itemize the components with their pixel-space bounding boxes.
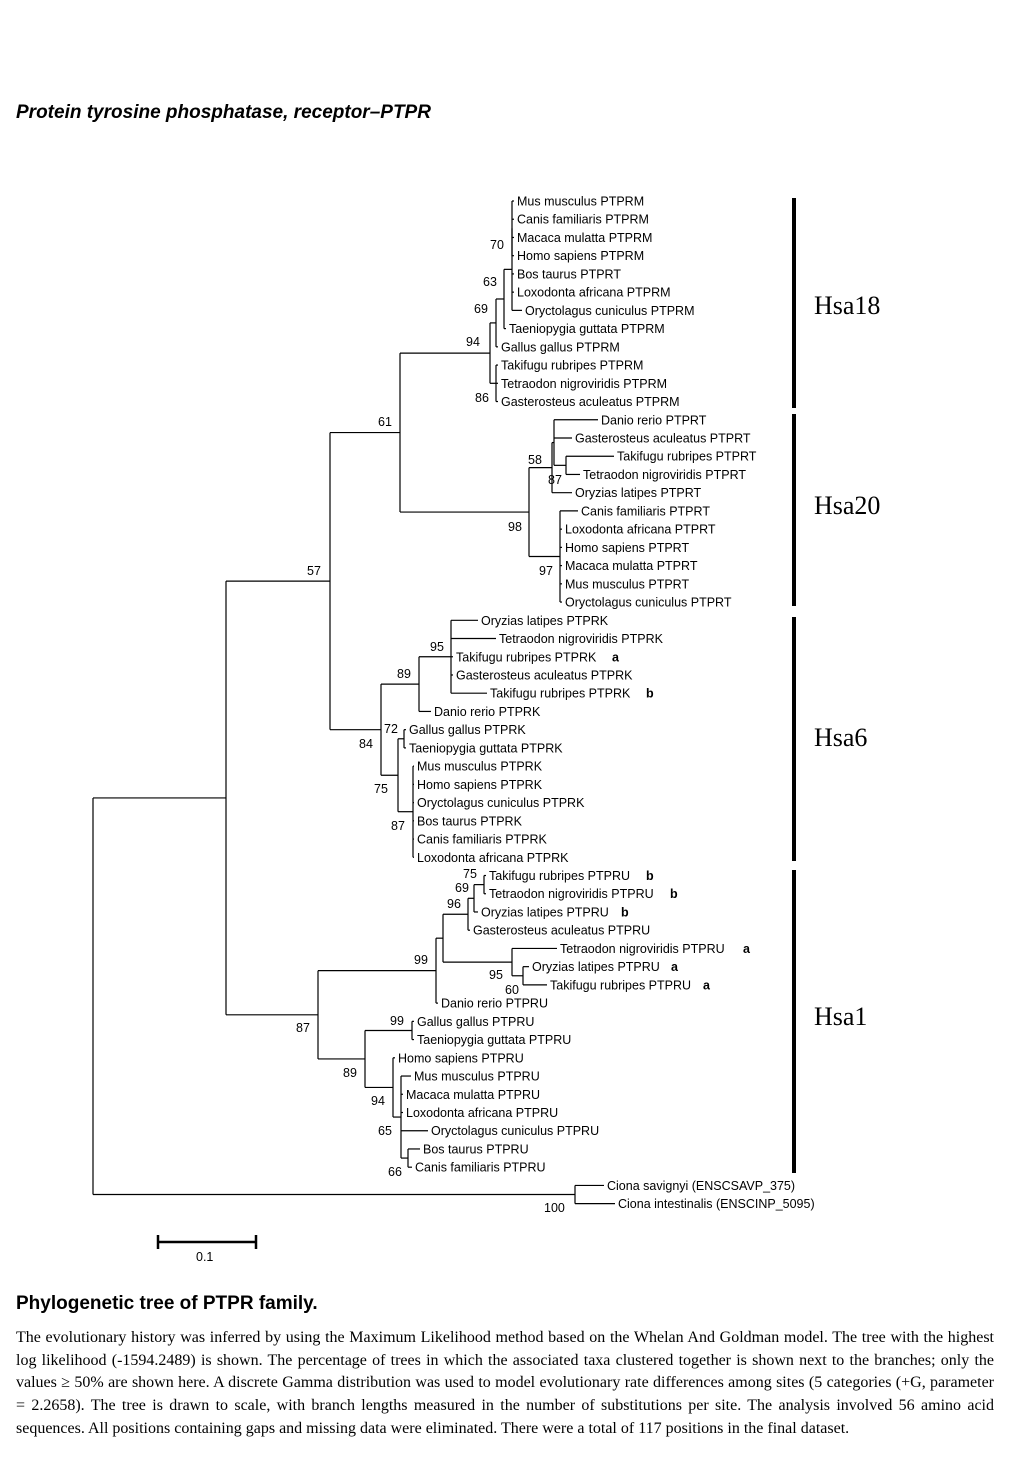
figure-caption-text: The evolutionary history was inferred by using the Maximum Likelihood method based on the Whelan And Goldman model. The tree with the highest log likelihood (-1594.2489) is shown. The percentage of trees in which the associated taxa clustered together is shown next to the branches; only the values ≥ 50% are shown here. A discrete Gamma distribution was used to model evolutionary rate differences among sites (5 categories (+G, parameter = 2.2658). The tree is drawn to scale, with branch lengths measured in the number of substitutions per site. The analysis involved 56 amino acid sequences. All positions containing gaps and missing data were eliminated. There were a total of 117 positions in the final dataset. — [16, 1329, 994, 1437]
bootstrap-value: 97 — [539, 564, 553, 578]
bootstrap-value: 61 — [378, 415, 392, 429]
bootstrap-value: 86 — [475, 391, 489, 405]
taxon-label: Gasterosteus aculeatus PTPRT — [575, 431, 751, 446]
taxon-label: Tetraodon nigroviridis PTPRU — [489, 887, 654, 902]
taxon-label: Ciona savignyi (ENSCSAVP_375) — [607, 1178, 796, 1193]
taxon-label: Canis familiaris PTPRK — [417, 832, 547, 847]
clade-label: Hsa6 — [814, 723, 868, 752]
paralog-suffix: b — [646, 869, 654, 884]
taxon-label: Macaca mulatta PTPRU — [406, 1087, 541, 1102]
taxon-label: Gallus gallus PTPRK — [409, 723, 526, 738]
taxon-label: Homo sapiens PTPRK — [417, 777, 543, 792]
taxon-label: Loxodonta africana PTPRT — [565, 522, 716, 537]
bootstrap-value: 89 — [343, 1066, 357, 1080]
page-title: Protein tyrosine phosphatase, receptor–PTPR — [16, 102, 431, 123]
taxon-label: Gallus gallus PTPRU — [417, 1014, 535, 1029]
taxon-label: Taeniopygia guttata PTPRK — [409, 741, 563, 756]
taxon-label: Gasterosteus aculeatus PTPRK — [456, 668, 633, 683]
taxon-label: Taeniopygia guttata PTPRM — [509, 322, 665, 337]
clade-label: Hsa18 — [814, 291, 881, 320]
taxon-label: Bos taurus PTPRU — [423, 1142, 529, 1157]
taxon-label: Oryctolagus cuniculus PTPRM — [525, 303, 695, 318]
taxon-label: Macaca mulatta PTPRM — [517, 230, 653, 245]
taxon-label: Tetraodon nigroviridis PTPRT — [583, 467, 747, 482]
taxon-label: Tetraodon nigroviridis PTPRM — [501, 376, 668, 391]
taxon-label: Macaca mulatta PTPRT — [565, 559, 698, 574]
taxon-label: Bos taurus PTPRK — [417, 814, 522, 829]
taxon-label: Taeniopygia guttata PTPRU — [417, 1033, 572, 1048]
bootstrap-value: 94 — [371, 1094, 385, 1108]
taxon-label: Oryzias latipes PTPRK — [481, 613, 609, 628]
bootstrap-value: 70 — [490, 238, 504, 252]
taxon-label: Canis familiaris PTPRU — [415, 1160, 546, 1175]
taxon-label: Takifugu rubripes PTPRU — [550, 978, 692, 993]
chromosome-clades — [794, 198, 880, 1173]
taxon-label: Ciona intestinalis (ENSCINP_5095) — [618, 1197, 815, 1212]
taxon-label: Takifugu rubripes PTPRK — [490, 686, 631, 701]
taxon-label: Gasterosteus aculeatus PTPRU — [473, 923, 651, 938]
taxon-label: Takifugu rubripes PTPRU — [489, 869, 631, 884]
bootstrap-value: 65 — [378, 1124, 392, 1138]
clade-label: Hsa20 — [814, 491, 881, 520]
taxon-label: Canis familiaris PTPRT — [581, 504, 710, 519]
bootstrap-value: 57 — [307, 564, 321, 578]
bootstrap-value: 87 — [296, 1021, 310, 1035]
taxon-label: Gasterosteus aculeatus PTPRM — [501, 395, 680, 410]
taxon-label: Tetraodon nigroviridis PTPRK — [499, 632, 663, 647]
paralog-suffix: b — [646, 686, 654, 701]
bootstrap-value: 72 — [384, 722, 398, 736]
taxon-label: Takifugu rubripes PTPRK — [456, 650, 597, 665]
paralog-suffix: b — [621, 905, 629, 920]
paralog-suffix: a — [743, 941, 750, 956]
scale-bar-label: 0.1 — [196, 1250, 214, 1264]
taxon-label: Takifugu rubripes PTPRM — [501, 358, 644, 373]
bootstrap-value: 99 — [414, 953, 428, 967]
scale-bar — [158, 1235, 256, 1264]
bootstrap-value: 75 — [463, 867, 477, 881]
taxon-label: Mus musculus PTPRK — [417, 759, 543, 774]
paralog-suffix: a — [703, 978, 710, 993]
taxon-label: Tetraodon nigroviridis PTPRU — [560, 941, 725, 956]
taxon-labels — [398, 195, 815, 1212]
bootstrap-value: 94 — [466, 335, 480, 349]
bootstrap-value: 75 — [374, 782, 388, 796]
taxon-label: Loxodonta africana PTPRK — [417, 850, 569, 865]
taxon-label: Takifugu rubripes PTPRT — [617, 449, 757, 464]
taxon-label: Danio rerio PTPRK — [434, 704, 541, 719]
taxon-label: Oryzias latipes PTPRT — [575, 486, 702, 501]
bootstrap-value: 60 — [505, 983, 519, 997]
bootstrap-value: 87 — [548, 473, 562, 487]
taxon-label: Gallus gallus PTPRM — [501, 340, 620, 355]
taxon-label: Oryzias latipes PTPRU — [532, 960, 660, 975]
taxon-label: Homo sapiens PTPRU — [398, 1051, 524, 1066]
taxon-label: Canis familiaris PTPRM — [517, 212, 649, 227]
taxon-label: Mus musculus PTPRM — [517, 194, 645, 209]
paralog-suffix: a — [612, 650, 619, 665]
bootstrap-value: 99 — [390, 1014, 404, 1028]
paralog-suffix: b — [670, 887, 678, 902]
bootstrap-value: 96 — [447, 897, 461, 911]
taxon-label: Loxodonta africana PTPRU — [406, 1106, 559, 1120]
paralog-suffix: a — [671, 960, 678, 975]
bootstrap-value: 63 — [483, 275, 497, 289]
taxon-label: Loxodonta africana PTPRM — [517, 285, 671, 300]
taxon-label: Mus musculus PTPRT — [565, 577, 690, 592]
bootstrap-value: 84 — [359, 737, 373, 751]
taxon-label: Oryctolagus cuniculus PTPRK — [417, 796, 585, 811]
bootstrap-value: 89 — [397, 667, 411, 681]
bootstrap-value: 95 — [489, 968, 503, 982]
bootstrap-value: 95 — [430, 640, 444, 654]
taxon-label: Danio rerio PTPRT — [601, 413, 707, 428]
figure-caption-title: Phylogenetic tree of PTPR family. — [16, 1293, 318, 1314]
taxon-label: Homo sapiens PTPRT — [565, 540, 690, 555]
taxon-label: Homo sapiens PTPRM — [517, 249, 645, 264]
taxon-label: Bos taurus PTPRT — [517, 267, 621, 282]
bootstrap-value: 66 — [388, 1165, 402, 1179]
taxon-label: Danio rerio PTPRU — [441, 996, 548, 1011]
bootstrap-value: 87 — [391, 819, 405, 833]
taxon-label: Oryzias latipes PTPRU — [481, 905, 609, 920]
bootstrap-value: 69 — [455, 881, 469, 895]
bootstrap-value: 98 — [508, 520, 522, 534]
taxon-label: Oryctolagus cuniculus PTPRT — [565, 595, 732, 610]
taxon-label: Mus musculus PTPRU — [414, 1069, 540, 1084]
clade-label: Hsa1 — [814, 1002, 868, 1031]
bootstrap-value: 58 — [528, 453, 542, 467]
bootstrap-value: 100 — [544, 1201, 565, 1215]
taxon-label: Oryctolagus cuniculus PTPRU — [431, 1124, 600, 1139]
bootstrap-value: 69 — [474, 302, 488, 316]
